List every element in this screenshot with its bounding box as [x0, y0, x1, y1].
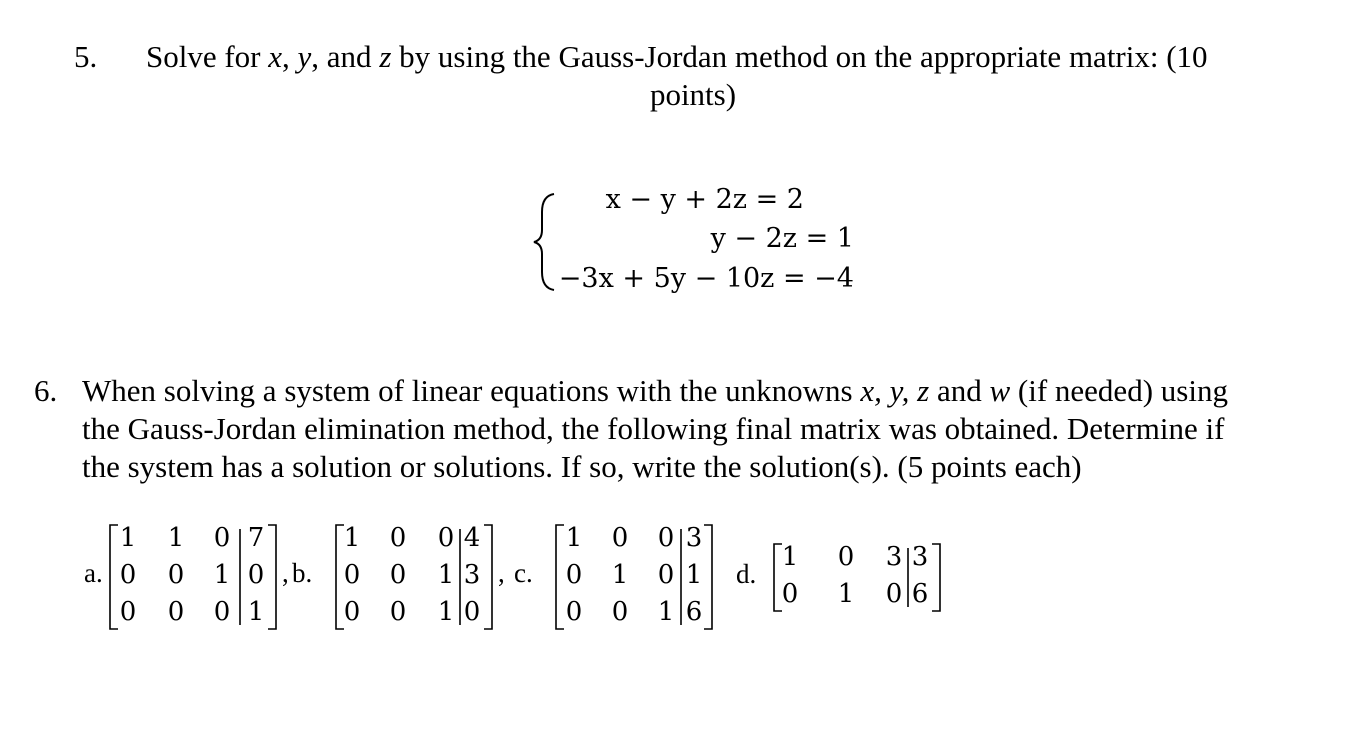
- q6-text-a: When solving a system of linear equations with the unknowns: [82, 373, 861, 408]
- matrix-0-cell-1-0: 0: [119, 560, 137, 590]
- matrix-2-cell-2-1: 0: [611, 597, 629, 627]
- matrix-label-1: b.: [292, 558, 313, 588]
- matrix-1-cell-1-0: 0: [343, 560, 361, 590]
- matrix-3-cell-1-1: 1: [837, 579, 855, 609]
- matrix-1-cell-2-1: 0: [389, 597, 407, 627]
- matrix-2-cell-0-3: 3: [685, 523, 703, 553]
- equation-2: y − 2z = 1: [710, 223, 854, 254]
- question-5-prompt-line-1: [146, 38, 1208, 76]
- matrix-1-cell-0-1: 0: [389, 523, 407, 553]
- question-5-prompt-line-2: points): [649, 77, 737, 112]
- matrix-separator-0: ,: [282, 558, 289, 588]
- question-6-number: 6.: [34, 373, 58, 408]
- matrix-0-cell-0-3: 7: [247, 523, 265, 553]
- matrix-2-cell-1-0: 0: [565, 560, 583, 590]
- matrix-1-cell-2-0: 0: [343, 597, 361, 627]
- matrix-3-cell-1-2: 0: [885, 579, 903, 609]
- matrix-2-cell-0-1: 0: [611, 523, 629, 553]
- question-6-prompt-line-2: the Gauss-Jordan elimination method, the following final matrix was obtained. Determine if: [82, 411, 1225, 446]
- q5-comma-2: , and: [311, 39, 380, 74]
- left-brace-icon: [528, 190, 558, 294]
- matrix-2-cell-0-2: 0: [657, 523, 675, 553]
- matrix-2-cell-2-3: 6: [685, 597, 703, 627]
- matrix-3-cell-0-2: 3: [885, 542, 903, 572]
- var-w: w: [989, 373, 1011, 408]
- matrix-1-cell-1-1: 0: [389, 560, 407, 590]
- matrix-0-cell-2-1: 0: [167, 597, 185, 627]
- matrix-0-cell-0-0: 1: [119, 523, 137, 553]
- matrix-0-cell-2-0: 0: [119, 597, 137, 627]
- matrix-0-cell-2-2: 0: [213, 597, 231, 627]
- matrix-2-cell-0-0: 1: [565, 523, 583, 553]
- equation-1: x − y + 2z = 2: [605, 184, 804, 215]
- matrix-1-cell-1-2: 1: [437, 560, 455, 590]
- var-z: z: [379, 39, 392, 74]
- matrix-1-cell-2-3: 0: [463, 597, 481, 627]
- matrix-1-cell-2-2: 1: [437, 597, 455, 627]
- matrix-2-cell-2-2: 1: [657, 597, 675, 627]
- matrix-0-cell-1-1: 0: [167, 560, 185, 590]
- matrix-0-cell-2-3: 1: [247, 597, 265, 627]
- var-unknowns: x, y, z: [860, 373, 930, 408]
- matrix-3-brackets: [0, 0, 1, 1]
- matrix-0-cell-1-2: 1: [213, 560, 231, 590]
- q6-text-b: (if needed) using: [1010, 373, 1228, 408]
- matrix-1-cell-1-3: 3: [463, 560, 481, 590]
- q5-comma-1: ,: [282, 39, 298, 74]
- matrix-2-cell-2-0: 0: [565, 597, 583, 627]
- question-6-prompt-line-1: [82, 372, 1228, 410]
- var-y: y: [297, 39, 312, 74]
- matrix-1-cell-0-2: 0: [437, 523, 455, 553]
- matrix-1-cell-0-0: 1: [343, 523, 361, 553]
- matrix-label-2: c.: [514, 558, 533, 588]
- var-x: x: [268, 39, 283, 74]
- q5-text-a: Solve for: [146, 39, 269, 74]
- matrix-0-cell-0-2: 0: [213, 523, 231, 553]
- equation-3: −3x + 5y − 10z = −4: [558, 263, 854, 294]
- q5-text-b: by using the Gauss-Jordan method on the appropriate matrix: (10: [391, 39, 1208, 74]
- matrix-3-cell-0-0: 1: [781, 542, 799, 572]
- matrix-2-cell-1-3: 1: [685, 560, 703, 590]
- matrix-3-cell-0-1: 0: [837, 542, 855, 572]
- question-6-prompt-line-3: the system has a solution or solutions. If so, write the solution(s). (5 points each): [82, 449, 1082, 484]
- matrix-3-cell-1-0: 0: [781, 579, 799, 609]
- question-5-number: 5.: [74, 39, 98, 74]
- matrix-label-0: a.: [84, 558, 103, 588]
- matrix-0-cell-1-3: 0: [247, 560, 265, 590]
- matrix-3-cell-0-3: 3: [911, 542, 929, 572]
- matrix-0-cell-0-1: 1: [167, 523, 185, 553]
- matrix-2-cell-1-2: 0: [657, 560, 675, 590]
- matrix-label-3: d.: [736, 558, 757, 589]
- matrix-3-cell-1-3: 6: [911, 579, 929, 609]
- matrix-1-cell-0-3: 4: [463, 523, 481, 553]
- matrix-2-cell-1-1: 1: [611, 560, 629, 590]
- q6-and: and: [929, 373, 990, 408]
- matrix-separator-1: ,: [498, 558, 505, 588]
